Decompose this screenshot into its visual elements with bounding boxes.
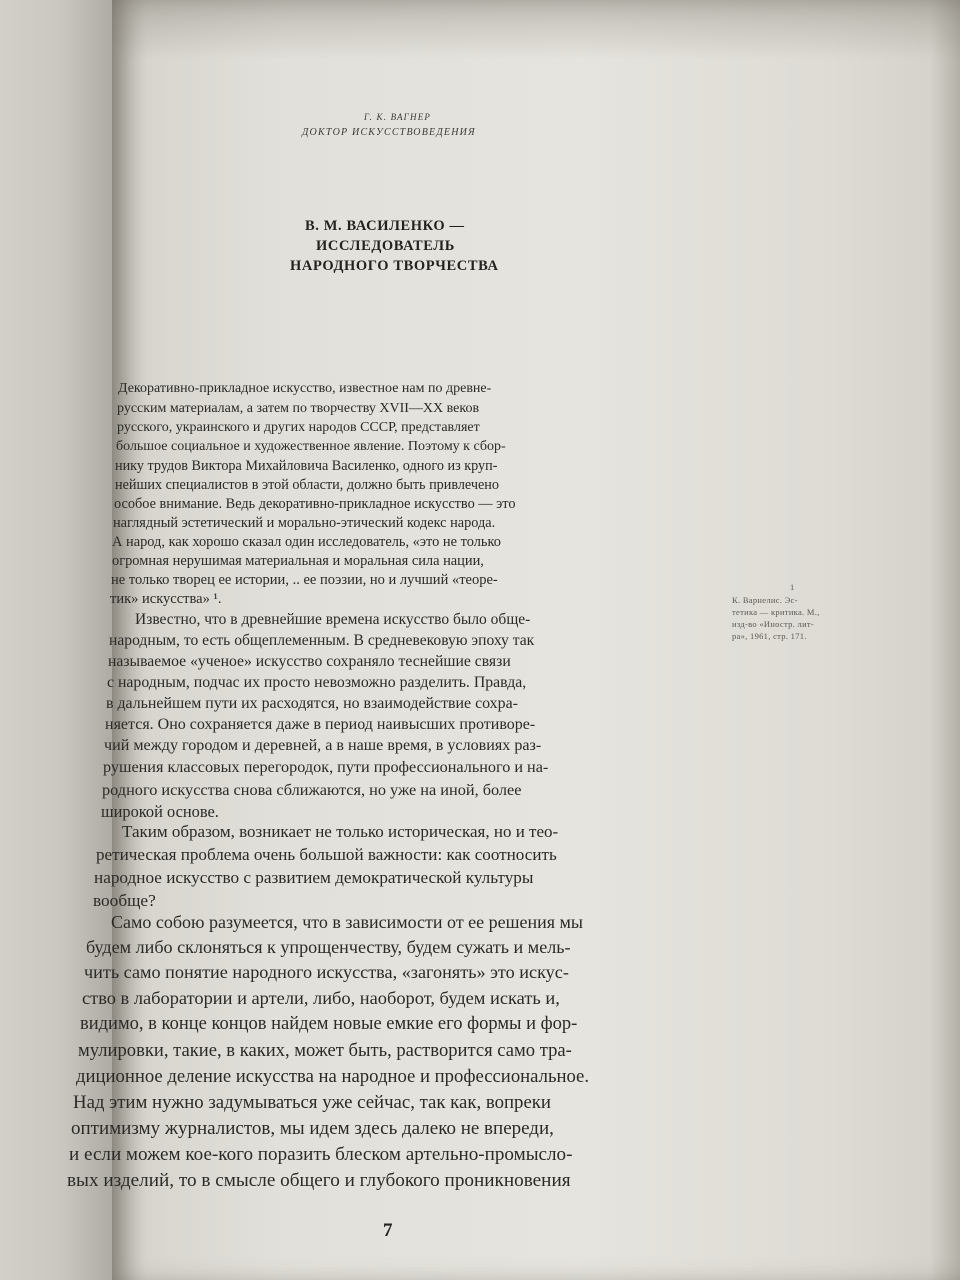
body-line: видимо, в конце концов найдем новые емкие его формы и фор- <box>80 1014 578 1034</box>
body-line: русским материалам, а затем по творчеству XVII—XX веков <box>117 401 480 416</box>
body-line: Таким образом, возникает не только историческая, но и тео- <box>122 822 559 841</box>
body-line: мулировки, такие, в каких, может быть, растворится само тра- <box>78 1040 572 1061</box>
body-line: Над этим нужно задумываться уже сейчас, так как, вопреки <box>73 1092 551 1113</box>
body-line: народным, то есть общеплеменным. В средневековую эпоху так <box>109 632 535 649</box>
body-line: и если можем кое-кого поразить блеском артельно-промысло- <box>69 1144 573 1165</box>
article-title-line-1: В. М. ВАСИЛЕНКО — <box>305 218 465 234</box>
body-line: рушения классовых перегородок, пути профессионального и на- <box>103 758 549 776</box>
body-line: Известно, что в древнейшие времена искусство было обще- <box>135 611 531 628</box>
body-line: вых изделий, то в смысле общего и глубокого проникновения <box>67 1170 571 1191</box>
body-line: не только творец ее истории, .. ее поэзии, но и лучший «теоре- <box>111 572 498 588</box>
body-line: будем либо склоняться к упрощенчеству, будем сужать и мель- <box>86 937 571 957</box>
article-title-line-3: НАРОДНОГО ТВОРЧЕСТВА <box>290 258 499 274</box>
body-line: чий между городом и деревней, а в наше время, в условиях раз- <box>104 737 542 754</box>
body-line: тик» искусства» ¹. <box>110 591 222 607</box>
body-line: широкой основе. <box>101 802 219 821</box>
body-line: оптимизму журналистов, мы идем здесь далеко не впереди, <box>71 1118 554 1139</box>
body-line: няется. Оно сохраняется даже в период наивысших противоре- <box>105 716 536 733</box>
body-line: большое социальное и художественное явление. Поэтому к сбор- <box>116 439 506 454</box>
article-title-line-2: ИССЛЕДОВАТЕЛЬ <box>316 238 455 254</box>
body-line: Декоративно-прикладное искусство, известное нам по древне- <box>118 381 492 396</box>
body-line: вообще? <box>93 891 156 910</box>
body-line: особое внимание. Ведь декоративно-прикладное искусство — это <box>114 496 516 512</box>
body-line: А народ, как хорошо сказал один исследователь, «это не только <box>112 534 501 550</box>
body-line: огромная нерушимая материальная и моральная сила нации, <box>112 553 484 569</box>
body-line: русского, украинского и других народов СССР, представляет <box>117 420 480 435</box>
author-degree: ДОКТОР ИСКУССТВОВЕДЕНИЯ <box>302 127 476 138</box>
body-line: нику трудов Виктора Михайловича Василенко, одного из круп- <box>115 458 498 474</box>
page-number: 7 <box>383 1220 393 1241</box>
footnote-line: К. Варнелис. Эс- <box>732 595 798 605</box>
body-line: ство в лаборатории и артели, либо, наоборот, будем искать и, <box>82 988 560 1008</box>
body-line: в дальнейшем пути их расходятся, но взаимодействие сохра- <box>106 695 518 712</box>
body-line: народное искусство с развитием демократической культуры <box>94 868 534 887</box>
body-line: родного искусства снова сближаются, но уже на иной, более <box>102 780 522 799</box>
body-line: наглядный эстетический и морально-этический кодекс народа. <box>113 515 496 531</box>
body-line: с народным, подчас их просто невозможно разделить. Правда, <box>107 674 527 691</box>
footnote-line: изд-во «Иностр. лит- <box>732 619 815 629</box>
body-line: Само собою разумеется, что в зависимости от ее решения мы <box>111 912 584 932</box>
body-line: нейших специалистов в этой области, должно быть привлечено <box>115 477 499 493</box>
body-line: называемое «ученое» искусство сохраняло теснейшие связи <box>108 653 511 670</box>
footnote-line: тетика — критика. М., <box>732 607 820 617</box>
body-line: чить само понятие народного искусства, «загонять» это искус- <box>84 962 569 982</box>
footnote-number: 1 <box>790 582 795 592</box>
body-line: ретическая проблема очень большой важности: как соотносить <box>96 845 557 864</box>
body-line: диционное деление искусства на народное и профессиональное. <box>76 1066 590 1087</box>
author-name: Г. К. ВАГНЕР <box>364 112 432 122</box>
footnote-line: ра», 1961, стр. 171. <box>732 631 807 641</box>
